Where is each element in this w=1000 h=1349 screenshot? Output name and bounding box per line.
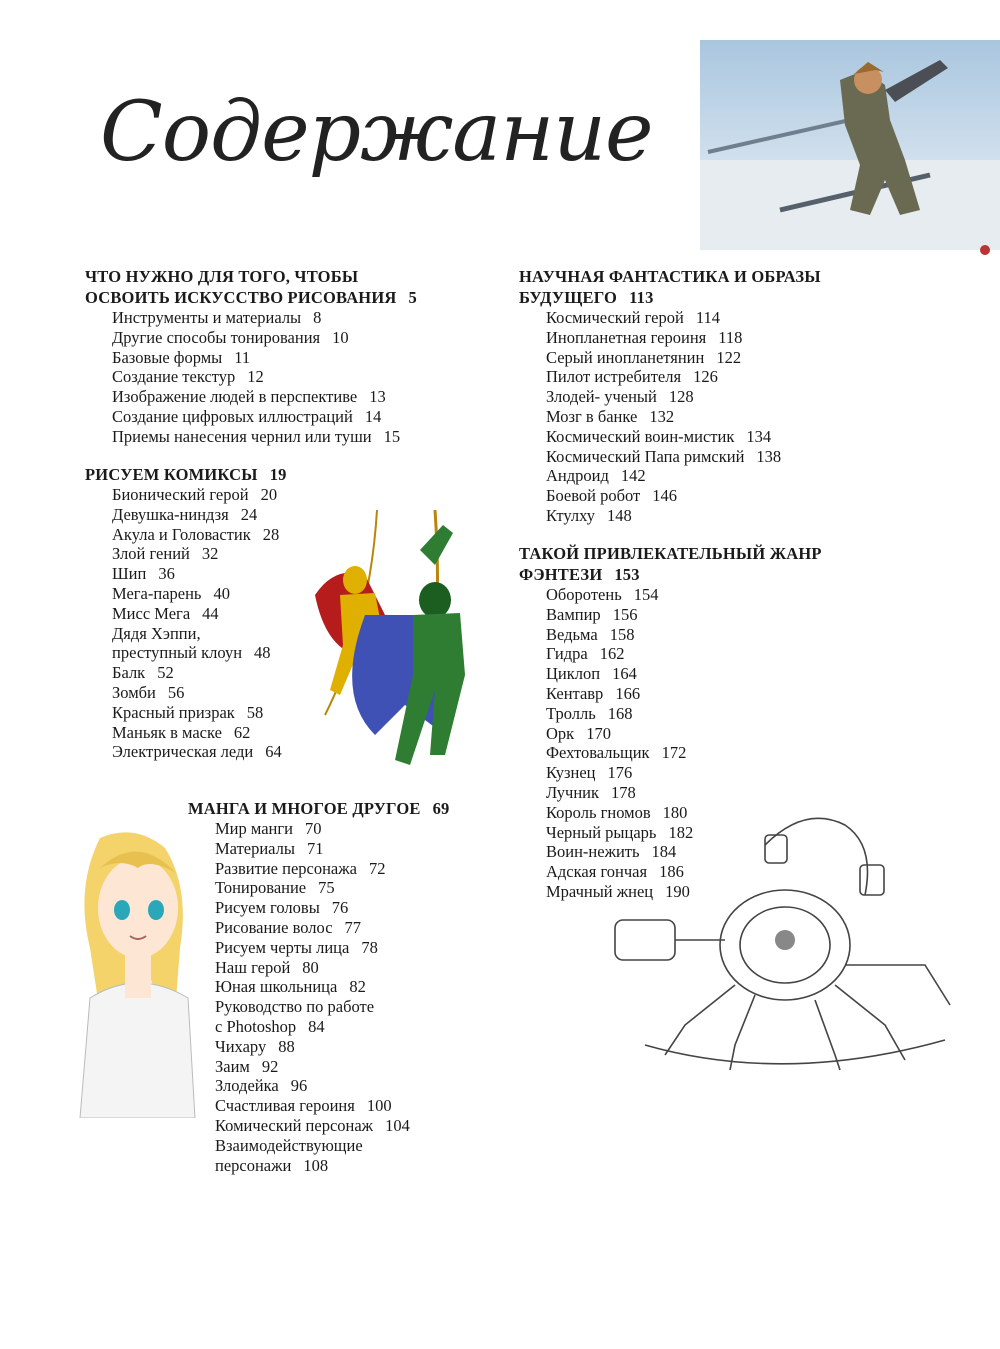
toc-entry-label: Кентавр: [546, 683, 604, 703]
toc-entry[interactable]: [112, 525, 287, 545]
toc-entry-label: Андроид: [546, 466, 609, 486]
toc-entry-label: Оборотень: [546, 585, 622, 604]
toc-entry-label: Злодейка: [215, 1076, 279, 1096]
toc-entry-page: 70: [304, 819, 322, 838]
toc-entry-page: 8: [313, 308, 322, 327]
toc-entry-label: Мисс Мега: [112, 603, 191, 623]
toc-entry[interactable]: [112, 564, 287, 584]
section-page-number: 69: [432, 799, 450, 818]
toc-entry-label-continued: [112, 643, 287, 663]
toc-entry-label: Взаимодействующие: [215, 1135, 363, 1155]
toc-entry-label: Гидра: [546, 644, 588, 664]
section-heading[interactable]: РИСУЕМ КОМИКСЫ 19: [85, 465, 287, 484]
toc-entry-page: 78: [361, 937, 378, 957]
toc-entry-label: Рисуем черты лица: [215, 937, 350, 957]
toc-entry-label: Космический герой: [546, 308, 684, 327]
toc-entry[interactable]: [112, 328, 417, 348]
toc-entry-label: Чихару: [215, 1036, 267, 1056]
toc-entry-label: Мега-парень: [112, 583, 202, 603]
toc-entry[interactable]: [546, 882, 822, 902]
toc-entry[interactable]: [215, 819, 449, 839]
toc-entry-page: 154: [633, 585, 659, 604]
toc-entry-label: Зомби: [112, 682, 156, 702]
toc-entry[interactable]: [546, 625, 822, 645]
toc-entry[interactable]: [215, 1096, 449, 1116]
toc-entry-page: 56: [167, 682, 185, 702]
toc-entry-page: 88: [278, 1036, 295, 1056]
toc-entry[interactable]: [112, 604, 287, 624]
section-page-number: 19: [269, 465, 287, 484]
toc-entry[interactable]: [546, 684, 822, 704]
toc-entry-page: 148: [607, 505, 632, 525]
toc-entry[interactable]: [215, 1136, 449, 1176]
toc-entry-label: Пилот истребителя: [546, 367, 682, 387]
toc-entry-page: 128: [668, 387, 694, 407]
toc-entry-label: Счастливая героиня: [215, 1096, 355, 1116]
toc-entry[interactable]: [215, 977, 449, 997]
toc-entry-label-line2: преступный клоун: [112, 643, 243, 663]
toc-entry-page: 168: [607, 703, 633, 723]
toc-entry-label: Тролль: [546, 703, 596, 723]
toc-entry-label: Балк: [112, 663, 146, 683]
toc-entry-page: 20: [260, 485, 278, 504]
toc-section-scifi: [519, 266, 821, 526]
toc-entry-page: 72: [368, 858, 386, 878]
toc-entry[interactable]: [546, 447, 821, 467]
toc-entry-page: 126: [693, 367, 718, 387]
toc-entry[interactable]: [215, 918, 449, 938]
toc-entry-label-continued: [215, 1156, 449, 1176]
toc-entry[interactable]: [112, 485, 287, 505]
toc-entry-page: 176: [607, 763, 633, 783]
toc-entry-page: 36: [158, 564, 175, 584]
toc-entry-page: 132: [649, 406, 675, 426]
toc-entry[interactable]: [215, 898, 449, 918]
toc-entry-page: 10: [332, 327, 349, 347]
toc-entry-page: 114: [695, 308, 720, 327]
toc-section-comics: [85, 464, 287, 762]
toc-entry[interactable]: [215, 938, 449, 958]
toc-entry[interactable]: [112, 742, 287, 762]
toc-entry[interactable]: [546, 724, 822, 744]
toc-entry[interactable]: [215, 958, 449, 978]
toc-entry[interactable]: [546, 803, 822, 823]
manga-girl-illustration: [70, 828, 205, 1118]
toc-entry[interactable]: [215, 1037, 449, 1057]
toc-entry-page: 11: [234, 347, 251, 367]
toc-entry-page: 100: [366, 1096, 392, 1116]
toc-entry[interactable]: [112, 683, 287, 703]
toc-entry-page: 44: [202, 603, 219, 623]
toc-entry[interactable]: [546, 427, 821, 447]
toc-entry[interactable]: [546, 328, 821, 348]
toc-entry-page: 108: [303, 1155, 329, 1175]
toc-entry-label: Мрачный жнец: [546, 881, 654, 901]
toc-entry[interactable]: [112, 663, 287, 683]
toc-entry[interactable]: [546, 387, 821, 407]
toc-entry[interactable]: [546, 842, 822, 862]
toc-entry-page: 122: [716, 347, 742, 367]
toc-entry-page: 32: [201, 544, 219, 564]
toc-entry[interactable]: [112, 505, 287, 525]
toc-entry[interactable]: [112, 367, 417, 387]
toc-entry[interactable]: [112, 308, 417, 328]
section-heading[interactable]: ТАКОЙ ПРИВЛЕКАТЕЛЬНЫЙ ЖАНР ФЭНТЕЗИ 153: [519, 544, 822, 584]
toc-entry-label: Боевой робот: [546, 486, 641, 506]
toc-entry-page: 182: [668, 822, 694, 842]
toc-entry[interactable]: [215, 997, 449, 1037]
toc-entry-label: Девушка-ниндзя: [112, 504, 229, 524]
toc-entry-page: 104: [385, 1115, 410, 1135]
toc-entry[interactable]: [546, 367, 821, 387]
toc-entry-page: 76: [331, 898, 349, 918]
toc-entry[interactable]: [546, 823, 822, 843]
toc-entry-label: Черный рыцарь: [546, 822, 657, 842]
toc-entry-page: 80: [302, 957, 319, 977]
toc-entry-page: 24: [240, 504, 258, 524]
toc-entry-page: 162: [599, 644, 625, 664]
toc-entry[interactable]: [546, 763, 822, 783]
toc-entry[interactable]: [112, 407, 417, 427]
toc-entry[interactable]: [112, 584, 287, 604]
toc-entry-page: 71: [306, 838, 324, 858]
toc-entry-label: Лучник: [546, 782, 600, 802]
toc-entry-label: Заим: [215, 1056, 250, 1076]
section-heading[interactable]: МАНГА И МНОГОЕ ДРУГОЕ 69: [188, 799, 450, 818]
section-page-number: 5: [408, 288, 417, 307]
toc-entry[interactable]: [546, 407, 821, 427]
toc-entry-label: Юная школьница: [215, 977, 338, 997]
toc-entry-page: 164: [612, 664, 637, 684]
toc-entry-page: 75: [318, 878, 335, 898]
toc-entry-label: Воин-нежить: [546, 842, 640, 862]
toc-entry-label: Циклоп: [546, 664, 601, 684]
toc-entry-label: Злой гений: [112, 544, 190, 564]
toc-entry-label: Ведьма: [546, 624, 598, 644]
toc-entry-page: 180: [662, 802, 688, 822]
toc-entry-label: Ктулху: [546, 505, 596, 525]
toc-entry-page: 13: [369, 387, 386, 407]
toc-section-basics: [85, 266, 417, 447]
toc-entry-label: Наш герой: [215, 957, 291, 977]
toc-entry-label: Злодей- ученый: [546, 387, 657, 407]
toc-entry[interactable]: [546, 585, 822, 605]
toc-entry-label: Электрическая леди: [112, 742, 254, 762]
toc-entry-label: Кузнец: [546, 763, 596, 783]
toc-entry-label: Изображение людей в перспективе: [112, 387, 358, 407]
toc-entry[interactable]: [215, 1116, 449, 1136]
toc-entry-page: 142: [620, 466, 646, 486]
toc-entry-page: 40: [213, 583, 230, 603]
toc-entry[interactable]: [112, 348, 417, 368]
toc-entry-label: Материалы: [215, 838, 295, 858]
toc-entry-page: 84: [308, 1016, 325, 1036]
toc-entry-label: Инструменты и материалы: [112, 308, 302, 327]
section-heading[interactable]: НАУЧНАЯ ФАНТАСТИКА И ОБРАЗЫ БУДУЩЕГО 113: [519, 267, 821, 307]
toc-entry-page: 178: [611, 782, 636, 802]
toc-entry-label: Вампир: [546, 604, 601, 624]
toc-entry-label: Акула и Головастик: [112, 524, 251, 544]
toc-entry[interactable]: [215, 1057, 449, 1077]
toc-entry-label: Дядя Хэппи,: [112, 623, 201, 643]
toc-entry[interactable]: [546, 486, 821, 506]
swordsman-illustration: [700, 40, 1000, 270]
toc-entry-page: 156: [612, 604, 638, 624]
toc-entry-page: 92: [261, 1056, 279, 1076]
toc-entry-page: 48: [254, 643, 271, 663]
toc-section-manga: [188, 798, 449, 1175]
toc-entry[interactable]: [215, 839, 449, 859]
toc-entry-label: Мир манги: [215, 819, 293, 838]
toc-entry-page: 146: [652, 486, 678, 506]
toc-entry-page: 77: [344, 917, 362, 937]
toc-entry-page: 172: [661, 743, 687, 763]
toc-entry-label-line2: с Photoshop: [215, 1016, 297, 1036]
toc-entry[interactable]: [546, 466, 821, 486]
toc-entry-label: Инопланетная героиня: [546, 327, 707, 347]
toc-entry-label-continued: [215, 1017, 449, 1037]
toc-section-fantasy: [519, 543, 822, 902]
toc-entry-page: 138: [756, 446, 782, 466]
comic-heroes-illustration: [295, 505, 485, 795]
section-heading[interactable]: ЧТО НУЖНО ДЛЯ ТОГО, ЧТОБЫ ОСВОИТЬ ИСКУССТВО РИСОВАНИЯ 5: [85, 267, 417, 307]
toc-entry-label: Развитие персонажа: [215, 858, 357, 878]
toc-entry-page: 96: [290, 1076, 308, 1096]
section-page-number: 153: [614, 565, 640, 584]
toc-entry-label: Создание цифровых иллюстраций: [112, 406, 353, 426]
page-title: Содержание: [100, 85, 653, 180]
toc-entry-page: 15: [383, 426, 401, 446]
toc-entry-label: Орк: [546, 723, 575, 743]
toc-entry-label: Базовые формы: [112, 347, 223, 367]
toc-entry-label: Космический Папа римский: [546, 446, 745, 466]
toc-entry-label: Фехтовальщик: [546, 743, 650, 763]
toc-entry-label: Мозг в банке: [546, 406, 638, 426]
toc-entry[interactable]: [546, 862, 822, 882]
toc-entry-label: Маньяк в маске: [112, 722, 222, 742]
toc-entry-label: Рисование волос: [215, 917, 333, 937]
toc-entry[interactable]: [112, 427, 417, 447]
toc-entry-page: 52: [157, 663, 174, 683]
toc-entry[interactable]: [546, 605, 822, 625]
toc-entry-label: Серый инопланетянин: [546, 347, 705, 367]
toc-entry-label: Бионический герой: [112, 485, 249, 504]
toc-entry[interactable]: [112, 624, 287, 664]
toc-entry-page: 190: [665, 881, 690, 901]
toc-entry-label: Красный призрак: [112, 702, 235, 722]
toc-entry-page: 14: [364, 406, 382, 426]
toc-entry[interactable]: [215, 859, 449, 879]
toc-entry-page: 64: [265, 742, 282, 762]
toc-entry-page: 170: [586, 723, 611, 743]
toc-entry[interactable]: [546, 506, 821, 526]
toc-entry-label: Космический воин-мистик: [546, 426, 735, 446]
toc-entry-label: Тонирование: [215, 878, 307, 898]
toc-entry[interactable]: [546, 704, 822, 724]
toc-entry[interactable]: [546, 783, 822, 803]
toc-entry-page: 158: [609, 624, 635, 644]
toc-entry-page: 12: [247, 367, 264, 387]
toc-entry-page: 58: [246, 702, 264, 722]
toc-entry[interactable]: [112, 387, 417, 407]
toc-entry-label: Король гномов: [546, 802, 651, 822]
toc-entry[interactable]: [112, 723, 287, 743]
toc-entry[interactable]: [546, 348, 821, 368]
toc-entry[interactable]: [112, 703, 287, 723]
toc-entry-page: 166: [615, 683, 641, 703]
toc-entry[interactable]: [546, 743, 822, 763]
toc-entry-label: Создание текстур: [112, 367, 236, 387]
toc-entry[interactable]: [546, 644, 822, 664]
section-page-number: 113: [629, 288, 654, 307]
toc-entry-label-line2: персонажи: [215, 1155, 292, 1175]
toc-entry-page: 184: [651, 842, 677, 862]
toc-entry[interactable]: [215, 1076, 449, 1096]
toc-entry-page: 28: [262, 524, 280, 544]
toc-entry-page: 134: [746, 426, 772, 446]
toc-entry-label: Комический персонаж: [215, 1115, 374, 1135]
toc-entry[interactable]: [546, 664, 822, 684]
toc-entry[interactable]: [215, 878, 449, 898]
toc-entry-label: Руководство по работе: [215, 997, 375, 1017]
toc-entry-page: 62: [233, 722, 251, 742]
toc-entry[interactable]: [546, 308, 821, 328]
toc-entry-page: 82: [349, 977, 366, 997]
toc-entry-label: Приемы нанесения чернил или туши: [112, 426, 372, 446]
toc-entry[interactable]: [112, 544, 287, 564]
toc-entry-label: Шип: [112, 564, 147, 584]
toc-entry-page: 186: [659, 862, 684, 882]
toc-entry-label: Адская гончая: [546, 862, 648, 882]
toc-entry-page: 118: [718, 327, 743, 347]
toc-entry-label: Другие способы тонирования: [112, 327, 321, 347]
toc-entry-label: Рисуем головы: [215, 898, 320, 918]
